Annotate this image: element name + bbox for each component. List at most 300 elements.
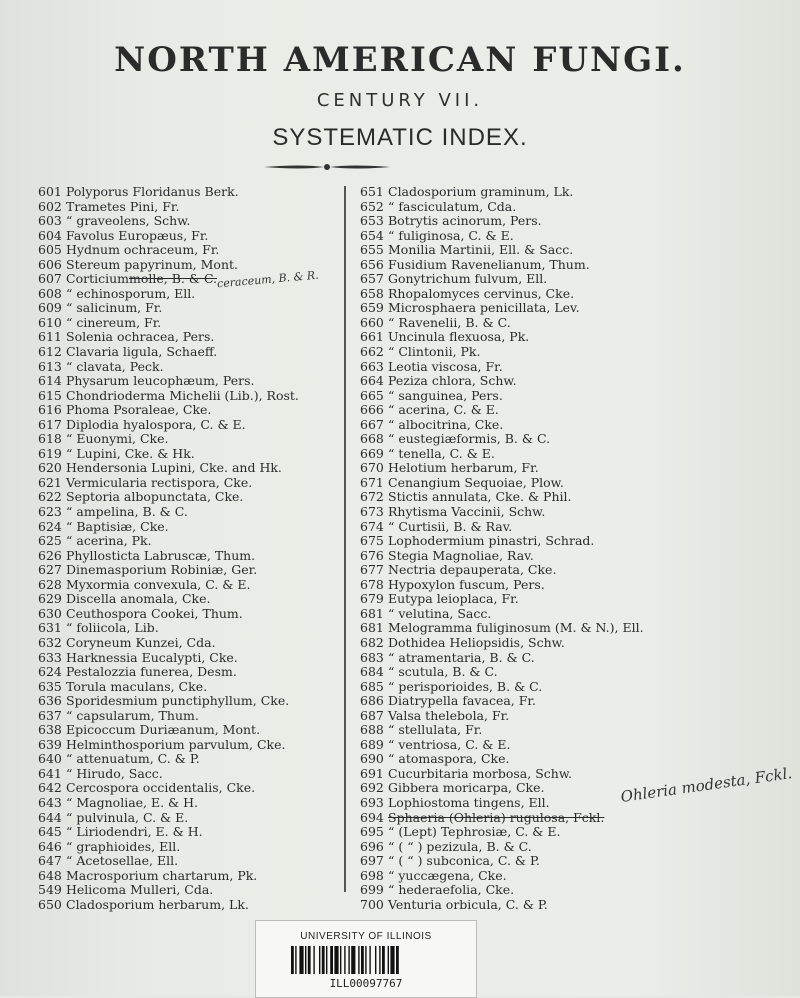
- entry-number: 666: [360, 402, 384, 418]
- entry-taxon: “ stellulata, Fr.: [388, 722, 483, 738]
- index-entry: [360, 418, 780, 433]
- entry-number: 633: [38, 649, 62, 665]
- index-entry: [360, 811, 780, 826]
- entry-taxon: Botrytis acinorum, Pers.: [388, 213, 542, 229]
- entry-taxon: Nectria depauperata, Cke.: [388, 562, 557, 578]
- entry-taxon: Hypoxylon fuscum, Pers.: [388, 576, 545, 592]
- entry-number: 677: [360, 562, 384, 578]
- entry-taxon: “ echinosporum, Ell.: [66, 285, 196, 301]
- entry-number: 637: [38, 707, 62, 723]
- entry-taxon: “ yuccægena, Cke.: [388, 867, 507, 883]
- entry-taxon: “ ventriosa, C. & E.: [388, 736, 511, 752]
- entry-number: 696: [360, 838, 384, 854]
- entry-number: 607: [38, 271, 62, 287]
- entry-number: 636: [38, 693, 62, 709]
- handwritten-correction: ceraceum, B. & R.: [216, 268, 320, 291]
- index-entry: [360, 316, 780, 331]
- index-entry: [360, 301, 780, 316]
- barcode-bar: [379, 946, 380, 974]
- entry-taxon: “ eustegiæformis, B. & C.: [388, 431, 551, 447]
- entry-taxon: Coryneum Kunzei, Cda.: [66, 634, 216, 650]
- barcode-bar: [334, 946, 338, 974]
- entry-number: 689: [360, 736, 384, 752]
- entry-taxon: “ Euonymi, Cke.: [66, 431, 169, 447]
- index-entry: [360, 621, 780, 636]
- index-entry: [38, 461, 378, 476]
- entry-number: 627: [38, 562, 62, 578]
- barcode-bar: [358, 946, 359, 974]
- entry-number: 628: [38, 576, 62, 592]
- index-entry: [38, 781, 378, 796]
- index-entry: [38, 709, 378, 724]
- entry-number: 604: [38, 227, 62, 243]
- entry-number: 626: [38, 547, 62, 563]
- entry-taxon: “ velutina, Sacc.: [388, 605, 492, 621]
- entry-taxon: Helicoma Mulleri, Cda.: [66, 882, 214, 898]
- index-entry: [38, 287, 378, 302]
- entry-number: 603: [38, 213, 62, 229]
- page-title: NORTH AMERICAN FUNGI.: [114, 40, 686, 80]
- index-entry: [360, 854, 780, 869]
- entry-number: 671: [360, 474, 384, 490]
- entry-taxon: Septoria albopunctata, Cke.: [66, 489, 244, 505]
- entry-number: 614: [38, 373, 62, 389]
- barcode-bar: [322, 946, 325, 974]
- index-entry: [360, 549, 780, 564]
- entry-number: 613: [38, 358, 62, 374]
- entry-taxon: Gonytrichum fulvum, Ell.: [388, 271, 548, 287]
- entry-number: 624: [38, 518, 62, 534]
- entry-taxon: “ foliicola, Lib.: [66, 620, 159, 636]
- index-entry: [38, 432, 378, 447]
- index-entry: [38, 505, 378, 520]
- barcode-bar: [305, 946, 306, 974]
- index-entry: [38, 403, 378, 418]
- index-entry: [360, 723, 780, 738]
- index-entry: [360, 243, 780, 258]
- entry-number: 602: [38, 198, 62, 214]
- index-entry: [360, 840, 780, 855]
- entry-number: 658: [360, 285, 384, 301]
- entry-taxon: Cercospora occidentalis, Cke.: [66, 780, 256, 796]
- index-entry: [38, 883, 378, 898]
- entry-taxon: “ clavata, Peck.: [66, 358, 164, 374]
- entry-taxon: “ ( “ ) pezizula, B. & C.: [388, 838, 532, 854]
- entry-number: 690: [360, 751, 384, 767]
- index-entry: [38, 490, 378, 505]
- index-entry: [360, 490, 780, 505]
- entry-number: 695: [360, 824, 384, 840]
- index-entry: [38, 723, 378, 738]
- entry-number: 630: [38, 605, 62, 621]
- entry-number: 665: [360, 387, 384, 403]
- entry-number: 617: [38, 416, 62, 432]
- entry-taxon: Solenia ochracea, Pers.: [66, 329, 215, 345]
- entry-taxon: Hydnum ochraceum, Fr.: [66, 242, 220, 258]
- entry-taxon: “ fasciculatum, Cda.: [388, 198, 517, 214]
- barcode-bar: [382, 946, 385, 974]
- entry-number: 623: [38, 504, 62, 520]
- index-entry: [38, 301, 378, 316]
- entry-taxon: Fusidium Ravenelianum, Thum.: [388, 256, 590, 272]
- barcode-bar: [388, 946, 389, 974]
- century-subtitle: CENTURY VII.: [316, 90, 484, 111]
- entry-taxon: Stictis annulata, Cke. & Phil.: [388, 489, 572, 505]
- index-entry: [38, 243, 378, 258]
- index-entry: [360, 883, 780, 898]
- entry-number: 657: [360, 271, 384, 287]
- index-entry: [38, 854, 378, 869]
- entry-number: 629: [38, 591, 62, 607]
- entry-taxon: Phoma Psoraleae, Cke.: [66, 402, 212, 418]
- entry-number: 678: [360, 576, 384, 592]
- index-entry: [38, 738, 378, 753]
- index-entry: [38, 752, 378, 767]
- index-entry: [360, 607, 780, 622]
- entry-number: 674: [360, 518, 384, 534]
- entry-number: 615: [38, 387, 62, 403]
- barcode-bar: [390, 946, 394, 974]
- index-entry: [38, 578, 378, 593]
- index-entry: [38, 796, 378, 811]
- entry-number: 618: [38, 431, 62, 447]
- index-entry: [360, 200, 780, 215]
- index-entry: [38, 258, 378, 273]
- index-entry: [360, 272, 780, 287]
- index-entry: [360, 665, 780, 680]
- entry-taxon: “ acerina, Pk.: [66, 533, 152, 549]
- entry-number: 667: [360, 416, 384, 432]
- entry-number: 676: [360, 547, 384, 563]
- struck-text: Sphaeria (Ohleria) rugulosa, Fckl.: [388, 809, 605, 825]
- entry-number: 699: [360, 882, 384, 898]
- entry-taxon: Melogramma fuliginosum (M. & N.), Ell.: [388, 620, 644, 636]
- entry-taxon: Peziza chlora, Schw.: [388, 373, 517, 389]
- entry-taxon: Ceuthospora Cookei, Thum.: [66, 605, 243, 621]
- entry-number: 635: [38, 678, 62, 694]
- entry-number: 646: [38, 838, 62, 854]
- entry-taxon: “ Acetosellae, Ell.: [66, 853, 179, 869]
- index-entry: [360, 403, 780, 418]
- entry-taxon: “ salicinum, Fr.: [66, 300, 163, 316]
- entry-taxon: Corticium: [66, 271, 129, 287]
- entry-taxon: Venturia orbicula, C. & P.: [388, 896, 548, 912]
- entry-taxon: Trametes Pini, Fr.: [66, 198, 180, 214]
- entry-taxon: “ ampelina, B. & C.: [66, 504, 188, 520]
- entry-number: 622: [38, 489, 62, 505]
- entry-taxon: “ Clintonii, Pk.: [388, 344, 481, 360]
- entry-taxon: “ pulvinula, C. & E.: [66, 809, 189, 825]
- entry-taxon: Lophiostoma tingens, Ell.: [388, 794, 550, 810]
- ornament-divider: [262, 158, 392, 176]
- index-entry: [360, 345, 780, 360]
- index-entry: [38, 316, 378, 331]
- barcode-bar: [361, 946, 364, 974]
- barcode-bar: [291, 946, 294, 974]
- index-heading: SYSTEMATIC INDEX.: [272, 124, 528, 151]
- index-entry: [360, 461, 780, 476]
- entry-taxon: Dinemasporium Robiniæ, Ger.: [66, 562, 258, 578]
- entry-number: 610: [38, 314, 62, 330]
- barcode-bar: [299, 946, 303, 974]
- entry-taxon: Eutypa leioplaca, Fr.: [388, 591, 519, 607]
- entry-taxon: “ atramentaria, B. & C.: [388, 649, 535, 665]
- entry-number: 691: [360, 765, 384, 781]
- index-entry: [360, 287, 780, 302]
- entry-taxon: Microsphaera penicillata, Lev.: [388, 300, 580, 316]
- entry-number: 682: [360, 634, 384, 650]
- entry-taxon: “ ( “ ) subconica, C. & P.: [388, 853, 540, 869]
- entry-number: 656: [360, 256, 384, 272]
- index-entry: [38, 476, 378, 491]
- index-entry: [38, 563, 378, 578]
- index-entry: [38, 869, 378, 884]
- index-entry: [360, 796, 780, 811]
- index-entry: [360, 694, 780, 709]
- entry-number: 662: [360, 344, 384, 360]
- entry-number: 608: [38, 285, 62, 301]
- entry-taxon: Monilia Martinii, Ell. & Sacc.: [388, 242, 574, 258]
- index-entry: [38, 200, 378, 215]
- barcode-bar: [348, 946, 349, 974]
- entry-number: 648: [38, 867, 62, 883]
- index-entry: [360, 389, 780, 404]
- entry-number: 653: [360, 213, 384, 229]
- entry-taxon: Vermicularia rectispora, Cke.: [66, 474, 253, 490]
- entry-taxon: Diplodia hyalospora, C. & E.: [66, 416, 246, 432]
- index-entry: [38, 840, 378, 855]
- index-entry: [38, 898, 378, 913]
- index-entry: [38, 330, 378, 345]
- left-index-column: [38, 185, 378, 912]
- barcode-bar: [313, 946, 314, 974]
- index-entry: [360, 432, 780, 447]
- entry-taxon: “ attenuatum, C. & P.: [66, 751, 200, 767]
- barcode-number: ILL00097767: [329, 977, 403, 990]
- entry-taxon: Physarum leucophæum, Pers.: [66, 373, 255, 389]
- entry-number: 624: [38, 664, 62, 680]
- index-entry: [38, 229, 378, 244]
- index-entry: [360, 229, 780, 244]
- entry-number: 642: [38, 780, 62, 796]
- entry-number: 669: [360, 445, 384, 461]
- barcode-icon: [291, 946, 441, 974]
- index-entry: [38, 214, 378, 229]
- entry-number: 684: [360, 664, 384, 680]
- barcode-bar: [295, 946, 296, 974]
- entry-taxon: Stegia Magnoliae, Rav.: [388, 547, 534, 563]
- entry-taxon: Favolus Europæus, Fr.: [66, 227, 209, 243]
- index-entry: [360, 360, 780, 375]
- index-entry: [38, 651, 378, 666]
- index-entry: [360, 185, 780, 200]
- entry-number: 672: [360, 489, 384, 505]
- entry-taxon: Cucurbitaria morbosa, Schw.: [388, 765, 573, 781]
- entry-taxon: Dothidea Heliopsidis, Schw.: [388, 634, 565, 650]
- index-entry: [360, 258, 780, 273]
- entry-number: 664: [360, 373, 384, 389]
- entry-number: 681: [360, 605, 384, 621]
- entry-number: 681: [360, 620, 384, 636]
- index-entry: [360, 534, 780, 549]
- entry-taxon: “ graveolens, Schw.: [66, 213, 191, 229]
- entry-taxon: Lophodermium pinastri, Schrad.: [388, 533, 595, 549]
- index-entry: [360, 476, 780, 491]
- entry-taxon: Phyllosticta Labruscæ, Thum.: [66, 547, 256, 563]
- handwritten-annotation: Ohleria modesta, Fckl.: [619, 764, 794, 806]
- index-entry: [360, 214, 780, 229]
- entry-number: 659: [360, 300, 384, 316]
- entry-taxon: Macrosporium chartarum, Pk.: [66, 867, 258, 883]
- index-entry: [360, 680, 780, 695]
- entry-number: 625: [38, 533, 62, 549]
- entry-taxon: Helminthosporium parvulum, Cke.: [66, 736, 286, 752]
- entry-number: 641: [38, 765, 62, 781]
- index-entry: [360, 709, 780, 724]
- entry-taxon: Pestalozzia funerea, Desm.: [66, 664, 237, 680]
- index-entry: [38, 534, 378, 549]
- entry-number: 645: [38, 824, 62, 840]
- entry-taxon: “ Curtisii, B. & Rav.: [388, 518, 513, 534]
- entry-number: 651: [360, 184, 384, 199]
- index-entry: [38, 268, 378, 291]
- entry-number: 688: [360, 722, 384, 738]
- entry-taxon: “ Ravenelii, B. & C.: [388, 314, 511, 330]
- entry-number: 693: [360, 794, 384, 810]
- entry-taxon: “ albocitrina, Cke.: [388, 416, 504, 432]
- entry-taxon: “ tenella, C. & E.: [388, 445, 495, 461]
- entry-number: 668: [360, 431, 384, 447]
- barcode-bar: [369, 946, 370, 974]
- entry-number: 675: [360, 533, 384, 549]
- entry-taxon: Leotia viscosa, Fr.: [388, 358, 503, 374]
- barcode-label: [255, 920, 477, 998]
- entry-taxon: “ Magnoliae, E. & H.: [66, 794, 199, 810]
- entry-number: 601: [38, 184, 62, 199]
- entry-number: 549: [38, 882, 62, 898]
- entry-taxon: Polyporus Floridanus Berk.: [66, 184, 239, 199]
- entry-number: 638: [38, 722, 62, 738]
- entry-taxon: Helotium herbarum, Fr.: [388, 460, 539, 476]
- entry-taxon: Chondrioderma Michelii (Lib.), Rost.: [66, 387, 299, 403]
- entry-taxon: Epicoccum Duriæanum, Mont.: [66, 722, 261, 738]
- index-entry: [38, 694, 378, 709]
- barcode-bar: [396, 946, 399, 974]
- index-entry: [38, 374, 378, 389]
- index-entry: [38, 636, 378, 651]
- barcode-bar: [330, 946, 333, 974]
- index-entry: [360, 825, 780, 840]
- entry-taxon: Cladosporium herbarum, Lk.: [66, 896, 249, 912]
- index-entry: [360, 869, 780, 884]
- entry-taxon: “ (Lept) Tephrosiæ, C. & E.: [388, 824, 561, 840]
- entry-number: 685: [360, 678, 384, 694]
- index-entry: [360, 505, 780, 520]
- entry-taxon: “ Baptisiæ, Cke.: [66, 518, 169, 534]
- entry-number: 654: [360, 227, 384, 243]
- index-entry: [360, 738, 780, 753]
- index-entry: [38, 811, 378, 826]
- entry-number: 609: [38, 300, 62, 316]
- entry-taxon: Diatrypella favacea, Fr.: [388, 693, 536, 709]
- entry-number: 631: [38, 620, 62, 636]
- entry-number: 652: [360, 198, 384, 214]
- barcode-bar: [319, 946, 320, 974]
- entry-number: 683: [360, 649, 384, 665]
- entry-taxon: “ atomaspora, Cke.: [388, 751, 510, 767]
- entry-number: 647: [38, 853, 62, 869]
- entry-taxon: Rhytisma Vaccinii, Schw.: [388, 504, 546, 520]
- entry-number: 639: [38, 736, 62, 752]
- index-entry: [360, 374, 780, 389]
- entry-number: 644: [38, 809, 62, 825]
- index-entry: [360, 592, 780, 607]
- entry-taxon: Cenangium Sequoiae, Plow.: [388, 474, 564, 490]
- barcode-bar: [365, 946, 366, 974]
- entry-number: 616: [38, 402, 62, 418]
- index-entry: [38, 447, 378, 462]
- entry-number: 692: [360, 780, 384, 796]
- entry-number: 698: [360, 867, 384, 883]
- entry-taxon: “ cinereum, Fr.: [66, 314, 162, 330]
- entry-number: 620: [38, 460, 62, 476]
- entry-taxon: Clavaria ligula, Schaeff.: [66, 344, 218, 360]
- entry-taxon: Discella anomala, Cke.: [66, 591, 211, 607]
- entry-taxon: Rhopalomyces cervinus, Cke.: [388, 285, 575, 301]
- index-entry: [360, 898, 780, 913]
- entry-number: 661: [360, 329, 384, 345]
- entry-taxon: Uncinula flexuosa, Pk.: [388, 329, 530, 345]
- entry-number: 611: [38, 329, 62, 345]
- index-entry: [360, 447, 780, 462]
- entry-number: 670: [360, 460, 384, 476]
- entry-taxon: “ perisporioides, B. & C.: [388, 678, 543, 694]
- index-entry: [38, 621, 378, 636]
- entry-number: 655: [360, 242, 384, 258]
- entry-taxon: Sporidesmium punctiphyllum, Cke.: [66, 693, 290, 709]
- barcode-bar: [340, 946, 341, 974]
- entry-taxon: Cladosporium graminum, Lk.: [388, 184, 574, 199]
- index-entry: [360, 330, 780, 345]
- struck-text: molle, B. & C.: [129, 271, 218, 287]
- index-entry: [360, 563, 780, 578]
- index-entry: [360, 752, 780, 767]
- index-entry: [38, 185, 378, 200]
- entry-taxon: “ Lupini, Cke. & Hk.: [66, 445, 195, 461]
- index-entry: [38, 825, 378, 840]
- index-entry: [38, 767, 378, 782]
- entry-taxon: “ hederaefolia, Cke.: [388, 882, 515, 898]
- entry-number: 697: [360, 853, 384, 869]
- institution-label: UNIVERSITY OF ILLINOIS: [300, 931, 432, 942]
- entry-number: 673: [360, 504, 384, 520]
- entry-taxon: “ scutula, B. & C.: [388, 664, 498, 680]
- entry-taxon: “ graphioides, Ell.: [66, 838, 181, 854]
- entry-number: 619: [38, 445, 62, 461]
- barcode-bar: [344, 946, 345, 974]
- entry-number: 686: [360, 693, 384, 709]
- barcode-bar: [375, 946, 376, 974]
- index-entry: [38, 360, 378, 375]
- entry-taxon: “ Hirudo, Sacc.: [66, 765, 163, 781]
- entry-number: 606: [38, 256, 62, 272]
- index-entry: [38, 680, 378, 695]
- entry-taxon: Gibbera moricarpa, Cke.: [388, 780, 545, 796]
- entry-taxon: Stereum papyrinum, Mont.: [66, 256, 238, 272]
- barcode-bar: [326, 946, 327, 974]
- entry-number: 694: [360, 809, 384, 825]
- entry-taxon: “ acerina, C. & E.: [388, 402, 499, 418]
